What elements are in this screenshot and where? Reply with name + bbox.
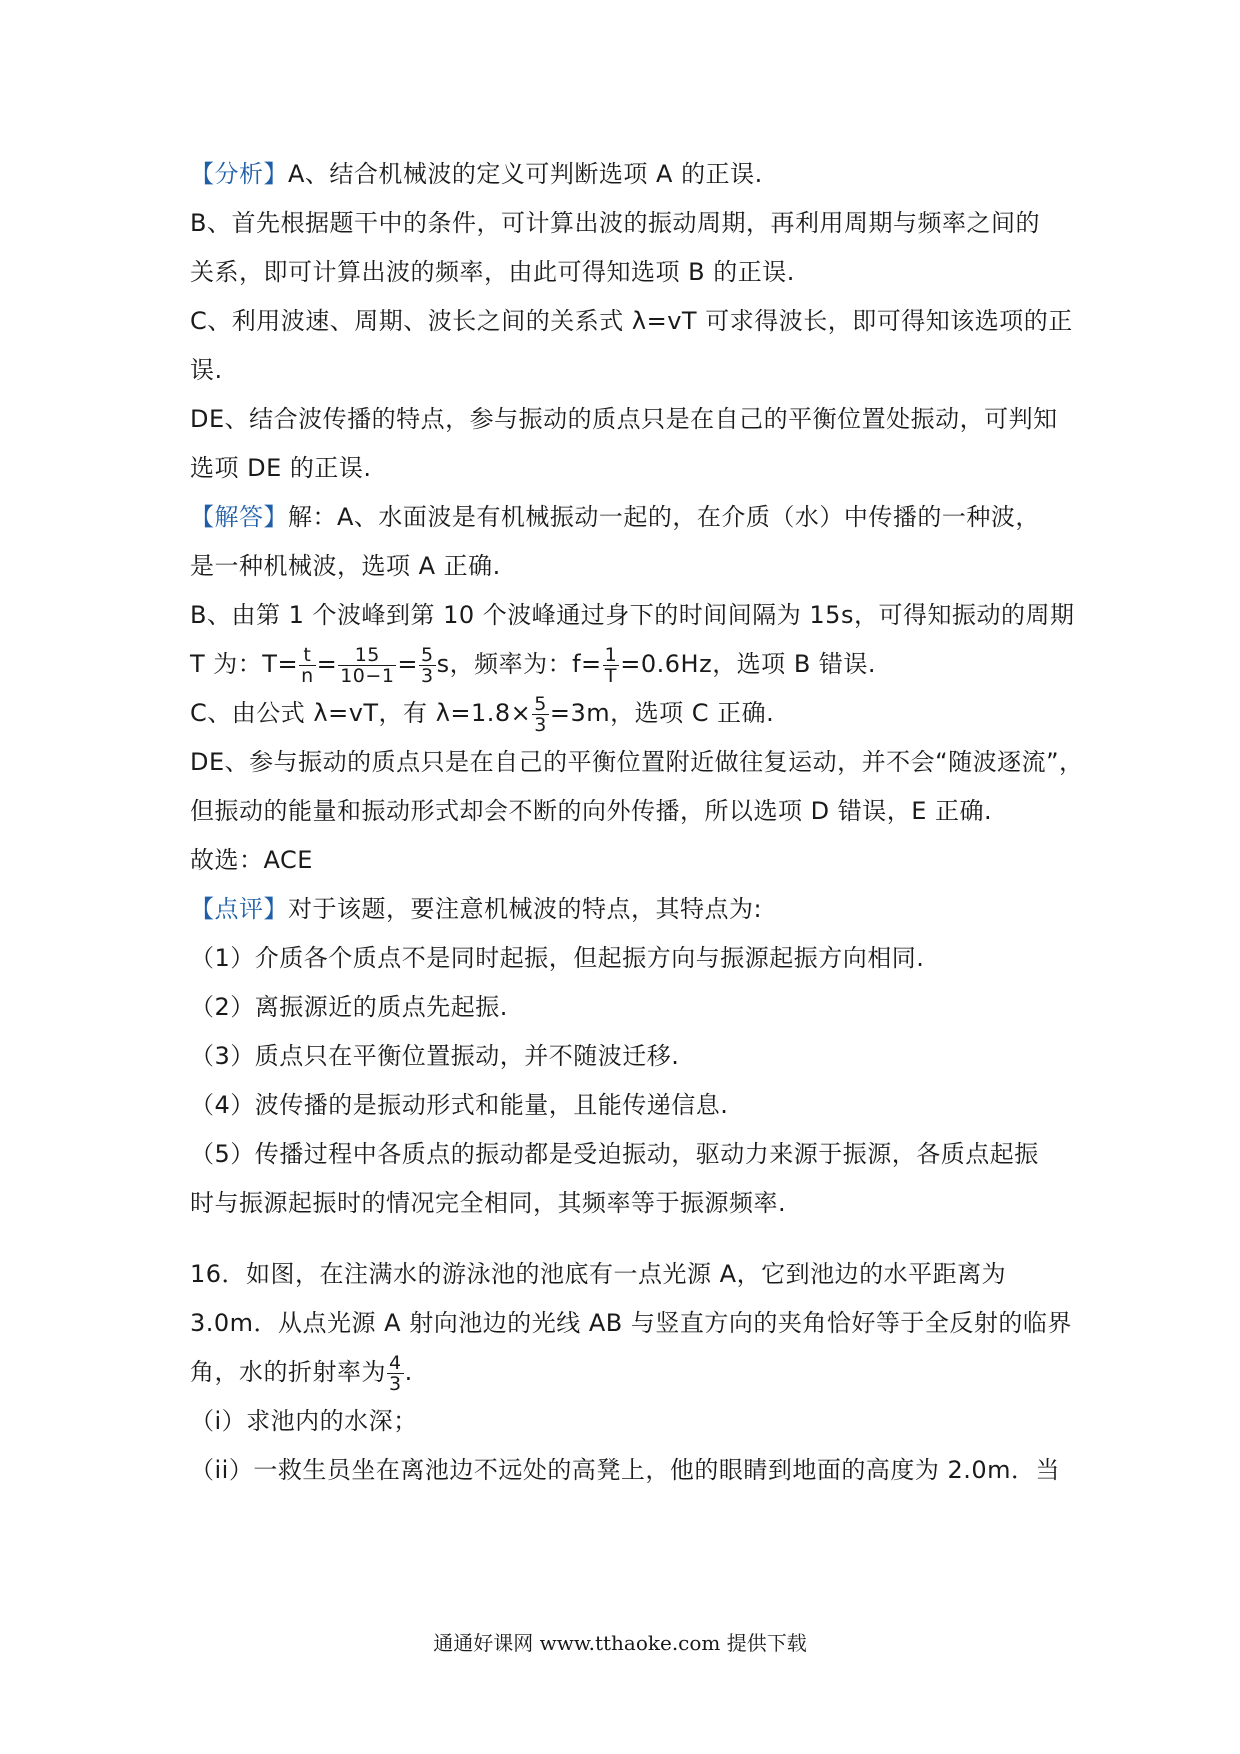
solution-text: 解：A、水面波是有机械振动一起的，在介质（水）中传播的一种波， (288, 503, 1040, 531)
analysis-line-2: B、首先根据题干中的条件，可计算出波的振动周期，再利用周期与频率之间的 (190, 209, 1040, 237)
fraction-4-over-3 (387, 1353, 404, 1394)
question16-line-3 (190, 1348, 1060, 1397)
numerator: 5 (534, 692, 547, 715)
text-segment: =3m，选项 C 正确. (549, 699, 775, 727)
question16-line-4: （i）求池内的水深； (190, 1407, 418, 1435)
numerator: 1 (604, 643, 618, 666)
analysis-text: A、结合机械波的定义可判断选项 A 的正误. (288, 160, 763, 188)
denominator: 3 (421, 664, 434, 687)
solution-line-1 (190, 493, 1060, 542)
solution-line-2: 是一种机械波，选项 A 正确. (190, 552, 501, 580)
denominator: 3 (534, 713, 547, 736)
comment-line-4: （3）质点只在平衡位置振动，并不随波迁移. (190, 1042, 680, 1070)
numerator: 5 (421, 643, 434, 666)
fraction-5-over-3 (419, 645, 436, 686)
question16-line-2: 3.0m．从点光源 A 射向池边的光线 AB 与竖直方向的夹角恰好等于全反射的临界 (190, 1309, 1072, 1337)
comment-text: 对于该题，要注意机械波的特点，其特点为: (288, 895, 763, 923)
numerator: 15 (338, 645, 396, 666)
comment-line-1 (190, 885, 1060, 934)
denominator: T (604, 664, 618, 687)
fraction-15-over-9 (338, 645, 396, 686)
analysis-line-1 (190, 150, 1060, 199)
numerator: t (299, 645, 316, 666)
denominator: n (301, 664, 314, 687)
text-segment: 角，水的折射率为 (190, 1358, 386, 1386)
analysis-line-5: 误. (190, 356, 223, 384)
question16-line-1: 16．如图，在注满水的游泳池的池底有一点光源 A，它到池边的水平距离为 (190, 1260, 1007, 1288)
text-segment: = (316, 650, 338, 678)
numerator: 4 (389, 1351, 402, 1374)
denominator: 10−1 (340, 664, 395, 687)
text-segment: . (404, 1358, 413, 1386)
text-segment: T 为：T= (190, 650, 299, 678)
fraction-1-over-t (603, 645, 620, 686)
question16-line-5: （ii）一救生员坐在离池边不远处的高凳上，他的眼睛到地面的高度为 2.0m．当 (190, 1456, 1061, 1484)
comment-tag: 【点评】 (190, 895, 288, 923)
fraction-t-over-n (299, 645, 316, 686)
comment-line-7: 时与振源起振时的情况完全相同，其频率等于振源频率. (190, 1189, 787, 1217)
analysis-line-3: 关系，即可计算出波的频率，由此可得知选项 B 的正误. (190, 258, 795, 286)
page-footer: 通通好课网 www.tthaoke.com 提供下载 (433, 1631, 807, 1655)
comment-line-2: （1）介质各个质点不是同时起振，但起振方向与振源起振方向相同. (190, 944, 925, 972)
solution-line-5 (190, 689, 1060, 738)
fraction-5-over-3 (532, 694, 549, 735)
solution-line-3: B、由第 1 个波峰到第 10 个波峰通过身下的时间间隔为 15s，可得知振动的周期 (190, 601, 1075, 629)
solution-line-4 (190, 640, 1060, 689)
solution-line-8: 故选：ACE (190, 846, 313, 874)
text-segment: =0.6Hz，选项 B 错误. (620, 650, 877, 678)
document-body (190, 150, 1084, 1495)
section-gap (190, 1228, 1060, 1250)
solution-tag: 【解答】 (190, 503, 288, 531)
comment-line-3: （2）离振源近的质点先起振. (190, 993, 508, 1021)
analysis-line-7: 选项 DE 的正误. (190, 454, 372, 482)
analysis-line-6: DE、结合波传播的特点，参与振动的质点只是在自己的平衡位置处振动，可判知 (190, 405, 1058, 433)
comment-line-5: （4）波传播的是振动形式和能量，且能传递信息. (190, 1091, 729, 1119)
analysis-line-4: C、利用波速、周期、波长之间的关系式 λ=vT 可求得波长，即可得知该选项的正 (190, 307, 1073, 335)
text-segment: s，频率为：f= (436, 650, 602, 678)
text-segment: = (397, 650, 419, 678)
text-segment: C、由公式 λ=vT，有 λ=1.8× (190, 699, 532, 727)
denominator: 3 (389, 1372, 402, 1395)
comment-line-6: （5）传播过程中各质点的振动都是受迫振动，驱动力来源于振源，各质点起振 (190, 1140, 1039, 1168)
analysis-tag: 【分析】 (190, 160, 288, 188)
solution-line-6: DE、参与振动的质点只是在自己的平衡位置附近做往复运动，并不会“随波逐流”， (190, 748, 1084, 776)
solution-line-7: 但振动的能量和振动形式却会不断的向外传播，所以选项 D 错误，E 正确. (190, 797, 993, 825)
